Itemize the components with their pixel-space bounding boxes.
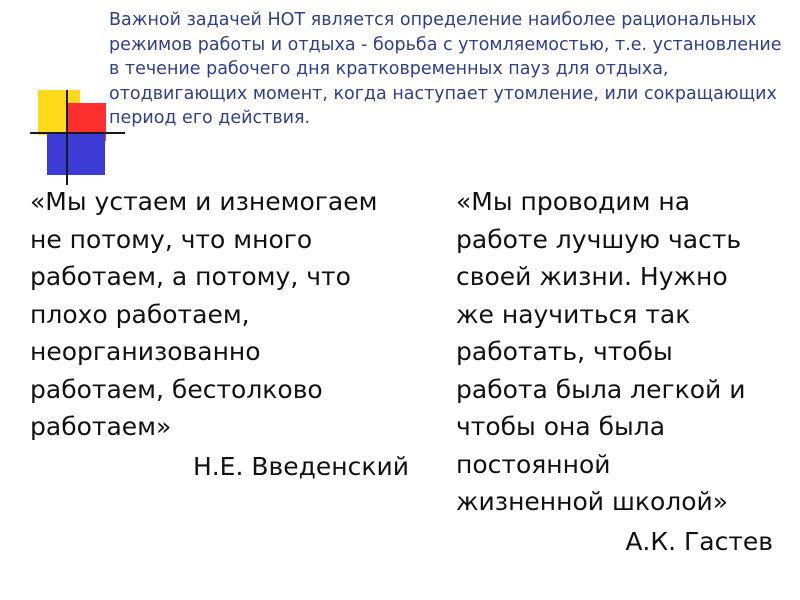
quote-right [456,183,791,560]
horizontal-line-decoration [30,132,125,134]
slide-heading: Важной задачей НОТ является определение наиболее рациональных режимов работы и отдыха - борьба с утомляемостью, т.е. установление в течение рабочего дня кратковременных пауз для отдыха, отодвигающих момент, когда наступает утомление, или сокращающих период его действия. [109,10,782,128]
vertical-line-decoration [66,90,68,185]
quote-text: «Мы устаем и изнемогаем не потому, что много работаем, а потому, что плохо работаем, неорганизованно работаем, бестолково работаем» [30,187,378,441]
blue-square-decoration [47,133,105,175]
quote-author: Н.Е. Введенский [192,451,409,481]
quote-text: «Мы проводим на работе лучшую часть своей жизни. Нужно же научиться так работать, чтобы работа была легкой и чтобы она была постоянной жизненной школой» [456,187,746,516]
quote-author: А.К. Гастев [625,526,773,556]
quote-left [30,183,415,485]
